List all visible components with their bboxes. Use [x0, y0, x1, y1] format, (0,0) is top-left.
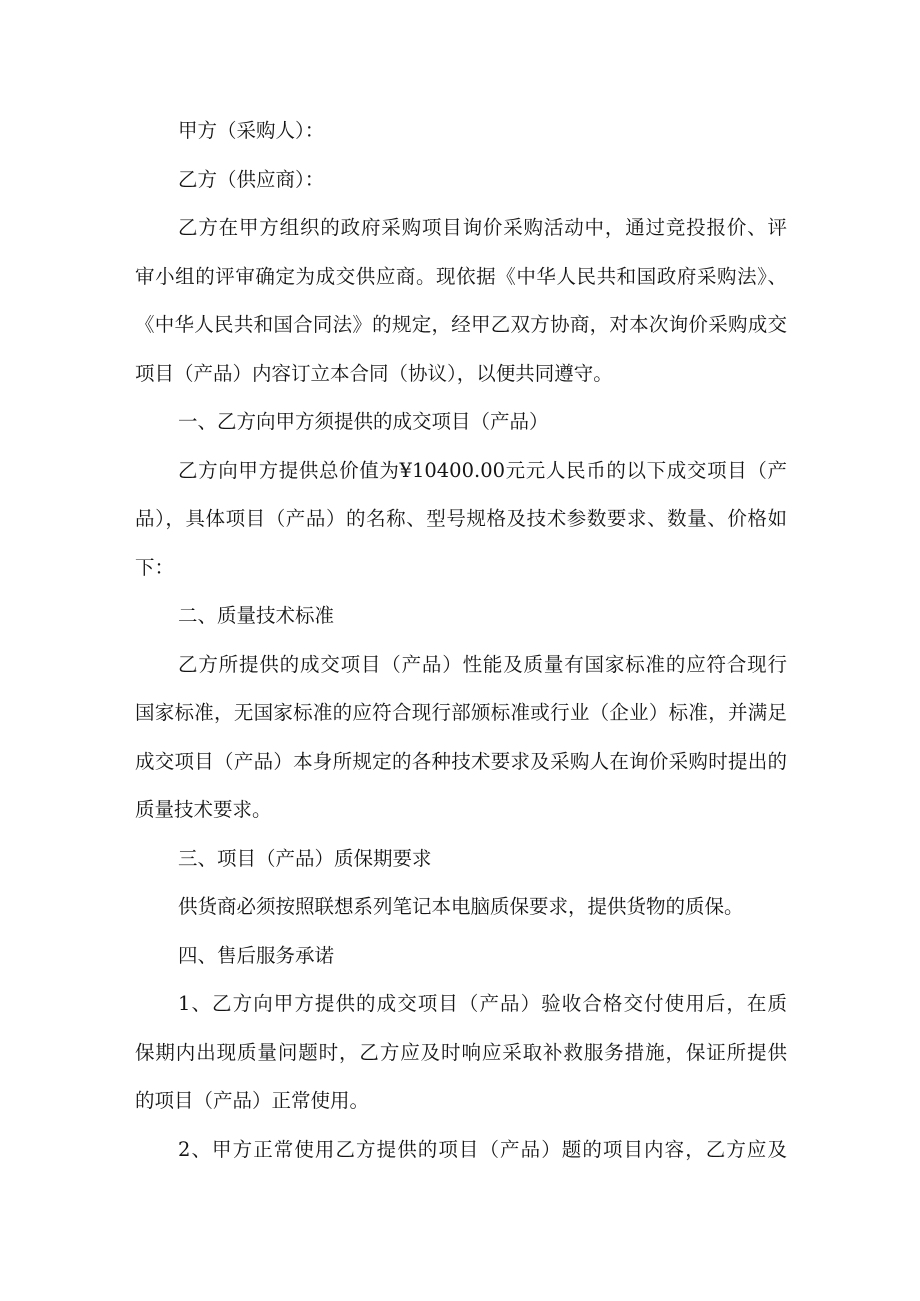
section-1-heading: 一、乙方向甲方须提供的成交项目（产品）	[178, 410, 549, 433]
preamble-line: 乙方在甲方组织的政府采购项目询价采购活动中，通过竞投报价、评	[178, 216, 787, 239]
section-1-line: 下：	[135, 555, 175, 579]
section-3-line: 供货商必须按照联想系列笔记本电脑质保要求，提供货物的质保。	[178, 895, 744, 918]
section-2-line: 质量技术要求。	[135, 798, 272, 821]
section-2-line: 乙方所提供的成交项目（产品）性能及质量有国家标准的应符合现行	[178, 652, 787, 676]
section-4-heading: 四、售后服务承诺	[178, 943, 335, 967]
party-b-label: 乙方（供应商）：	[178, 167, 325, 191]
section-4-item-1-line: 保期内出现质量问题时，乙方应及时响应采取补救服务措施，保证所提供	[135, 1040, 787, 1064]
contract-body	[0, 107, 920, 1174]
section-4-item-1-line: 1、乙方向甲方提供的成交项目（产品）验收合格交付使用后，在质	[178, 992, 787, 1015]
section-2-line: 成交项目（产品）本身所规定的各种技术要求及采购人在询价采购时提出的	[135, 749, 787, 773]
section-4-item-2-line: 2、甲方正常使用乙方提供的项目（产品）题的项目内容，乙方应及	[178, 1137, 787, 1161]
preamble-line: 《中华人民共和国合同法》的规定，经甲乙双方协商，对本次询价采购成交	[135, 313, 787, 336]
party-a-label: 甲方（采购人）：	[178, 119, 325, 142]
section-4-item-1-line: 的项目（产品）正常使用。	[135, 1089, 370, 1112]
section-1-line: 乙方向甲方提供总价值为¥10400.00元元人民币的以下成交项目（产	[178, 458, 787, 482]
section-1-line: 品），具体项目（产品）的名称、型号规格及技术参数要求、数量、价格如	[135, 507, 787, 530]
section-2-line: 国家标准，无国家标准的应符合现行部颁标准或行业（企业）标准，并满足	[135, 701, 787, 724]
section-3-heading: 三、项目（产品）质保期要求	[178, 846, 432, 870]
preamble-line: 项目（产品）内容订立本合同（协议），以便共同遵守。	[135, 361, 613, 385]
preamble-line: 审小组的评审确定为成交供应商。现依据《中华人民共和国政府采购法》、	[135, 264, 787, 288]
section-2-heading: 二、质量技术标准	[178, 604, 335, 627]
